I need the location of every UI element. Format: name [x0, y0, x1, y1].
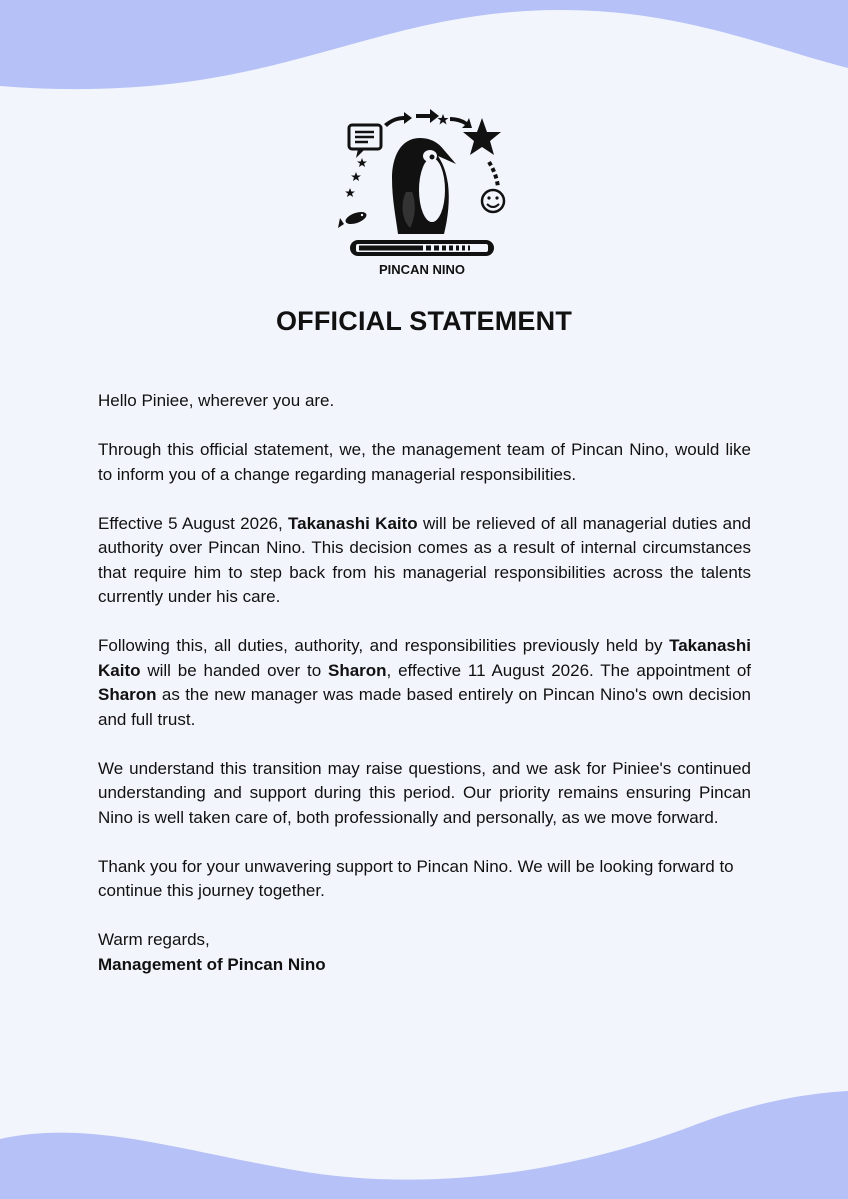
closing-signature: Management of Pincan Nino [98, 954, 326, 974]
page-title: OFFICIAL STATEMENT [275, 306, 573, 336]
top-wave-decoration [0, 0, 848, 100]
paragraph-text: Following this, all duties, authority, and responsibilities previously held by [98, 636, 670, 655]
penguin-icon [392, 138, 456, 234]
arrow-icon [384, 109, 472, 128]
statement-body [98, 389, 751, 977]
bottom-wave-decoration [0, 1089, 848, 1199]
fish-icon [338, 210, 368, 228]
paragraph-text: will be handed over to [140, 660, 328, 680]
closing-regards: Warm regards, [98, 930, 210, 949]
paragraph-text: , effective 11 August 2026. The appointment of [386, 660, 751, 680]
paragraph-text: Effective 5 August 2026, [98, 513, 288, 533]
progress-bar-graphic [350, 240, 494, 256]
name-highlight: Sharon [98, 685, 157, 704]
paragraph-thanks: Thank you for your unwavering support to Pincan Nino. We will be looking forward to continue this journey together. [98, 856, 734, 900]
name-highlight: Takanashi Kaito [98, 636, 751, 680]
name-highlight: Takanashi Kaito [288, 513, 418, 533]
greeting: Hello Piniee, wherever you are. [98, 391, 335, 410]
paragraph-intro: Through this official statement, we, the management team of Pincan Nino, would like to inform you of a change regarding managerial responsibilities. [98, 440, 751, 484]
paragraph-text: as the new manager was made based entirely on Pincan Nino's own decision and full trust. [98, 685, 751, 729]
speech-bubble-icon [349, 125, 381, 158]
name-highlight: Sharon [327, 660, 387, 680]
logo-text: PINCAN NINO [379, 262, 465, 277]
closing-block [98, 928, 751, 977]
paragraph-understanding: We understand this transition may raise questions, and we ask for Piniee's continued understanding and support during this period. Our priority remains ensuring Pincan Nino is well taken care of, both professionally and personally, as we move forward. [98, 758, 751, 827]
paragraph-effective-date [98, 512, 751, 610]
paragraph-handover [98, 634, 751, 732]
paragraph-text: will be relieved of all managerial duties and authority over Pincan Nino. This decision comes as a result of internal circumstances that require him to step back from his managerial responsibilities across the talents currently under his care. [98, 513, 751, 606]
pincan-nino-logo [332, 100, 512, 280]
smiley-icon [482, 190, 504, 212]
